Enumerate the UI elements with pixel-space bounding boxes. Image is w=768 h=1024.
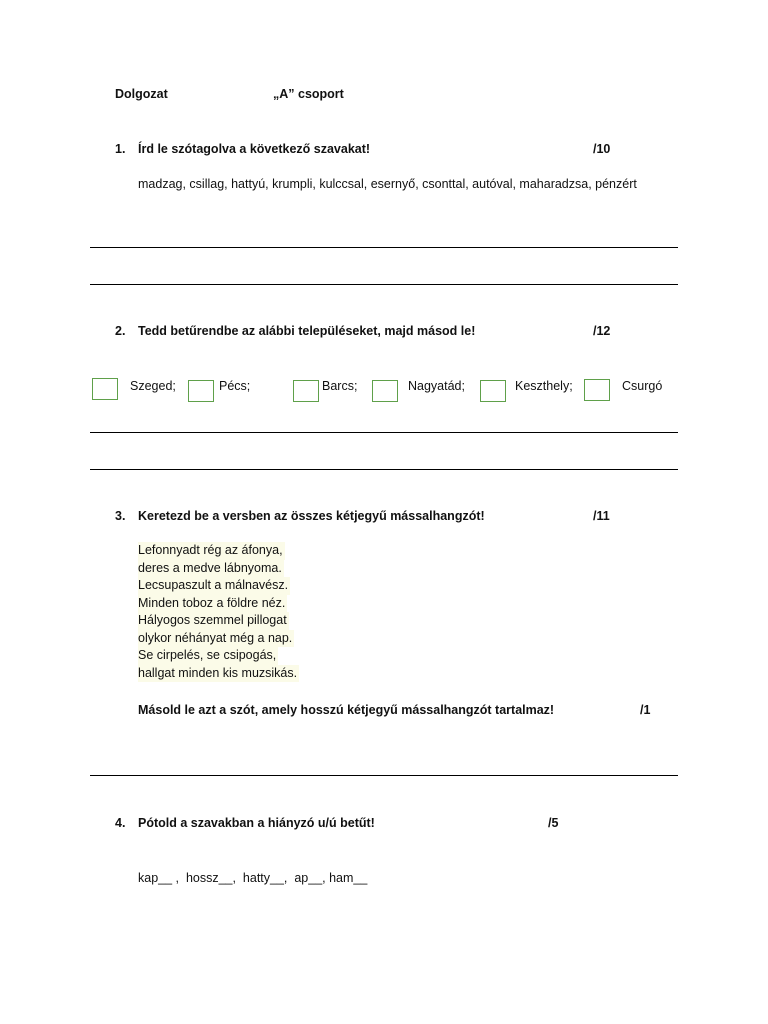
order-box[interactable] [188,380,214,402]
town-label: Nagyatád; [408,379,465,393]
order-box[interactable] [372,380,398,402]
order-box[interactable] [293,380,319,402]
task1-word-list: madzag, csillag, hattyú, krumpli, kulccsal, esernyő, csonttal, autóval, maharadzsa, pénzért [138,177,637,191]
task1-number: 1. [115,142,126,156]
task4-instruction: Pótold a szavakban a hiányzó u/ú betűt! [138,816,375,830]
poem [138,542,299,682]
poem-line: Minden toboz a földre néz. [138,595,287,613]
task2-number: 2. [115,324,126,338]
task1-instruction: Írd le szótagolva a következő szavakat! [138,142,371,156]
task4-words: kap__ , hossz__, hatty__, ap__, ham__ [138,871,368,885]
order-box[interactable] [480,380,506,402]
poem-line: deres a medve lábnyoma. [138,560,284,578]
poem-line: Hályogos szemmel pillogat [138,612,289,630]
task2-points: /12 [593,324,611,338]
town-label: Keszthely; [515,379,573,393]
answer-line [90,432,678,433]
poem-line: hallgat minden kis muzsikás. [138,665,299,683]
task3-instruction: Keretezd be a versben az összes kétjegyű mássalhangzót! [138,509,485,523]
answer-line [90,469,678,470]
task3-sub-instruction: Másold le azt a szót, amely hosszú kétjegyű mássalhangzót tartalmaz! [138,703,555,717]
town-label: Csurgó [622,379,663,393]
document-title: Dolgozat [115,87,168,101]
task3-points: /11 [593,509,610,523]
task3-number: 3. [115,509,126,523]
poem-line: olykor néhányat még a nap. [138,630,294,648]
task1-points: /10 [593,142,611,156]
answer-line [90,775,678,776]
task2-instruction: Tedd betűrendbe az alábbi településeket, majd másod le! [138,324,476,338]
answer-line [90,247,678,248]
town-label: Szeged; [130,379,176,393]
order-box[interactable] [584,379,610,401]
town-label: Pécs; [219,379,251,393]
poem-line: Lecsupaszult a málnavész. [138,577,290,595]
task4-number: 4. [115,816,126,830]
task3-sub-points: /1 [640,703,651,717]
answer-line [90,284,678,285]
group-label: „A” csoport [273,87,344,101]
poem-line: Se cirpelés, se csipogás, [138,647,278,665]
town-label: Barcs; [322,379,358,393]
task4-points: /5 [548,816,559,830]
order-box[interactable] [92,378,118,400]
poem-line: Lefonnyadt rég az áfonya, [138,542,285,560]
